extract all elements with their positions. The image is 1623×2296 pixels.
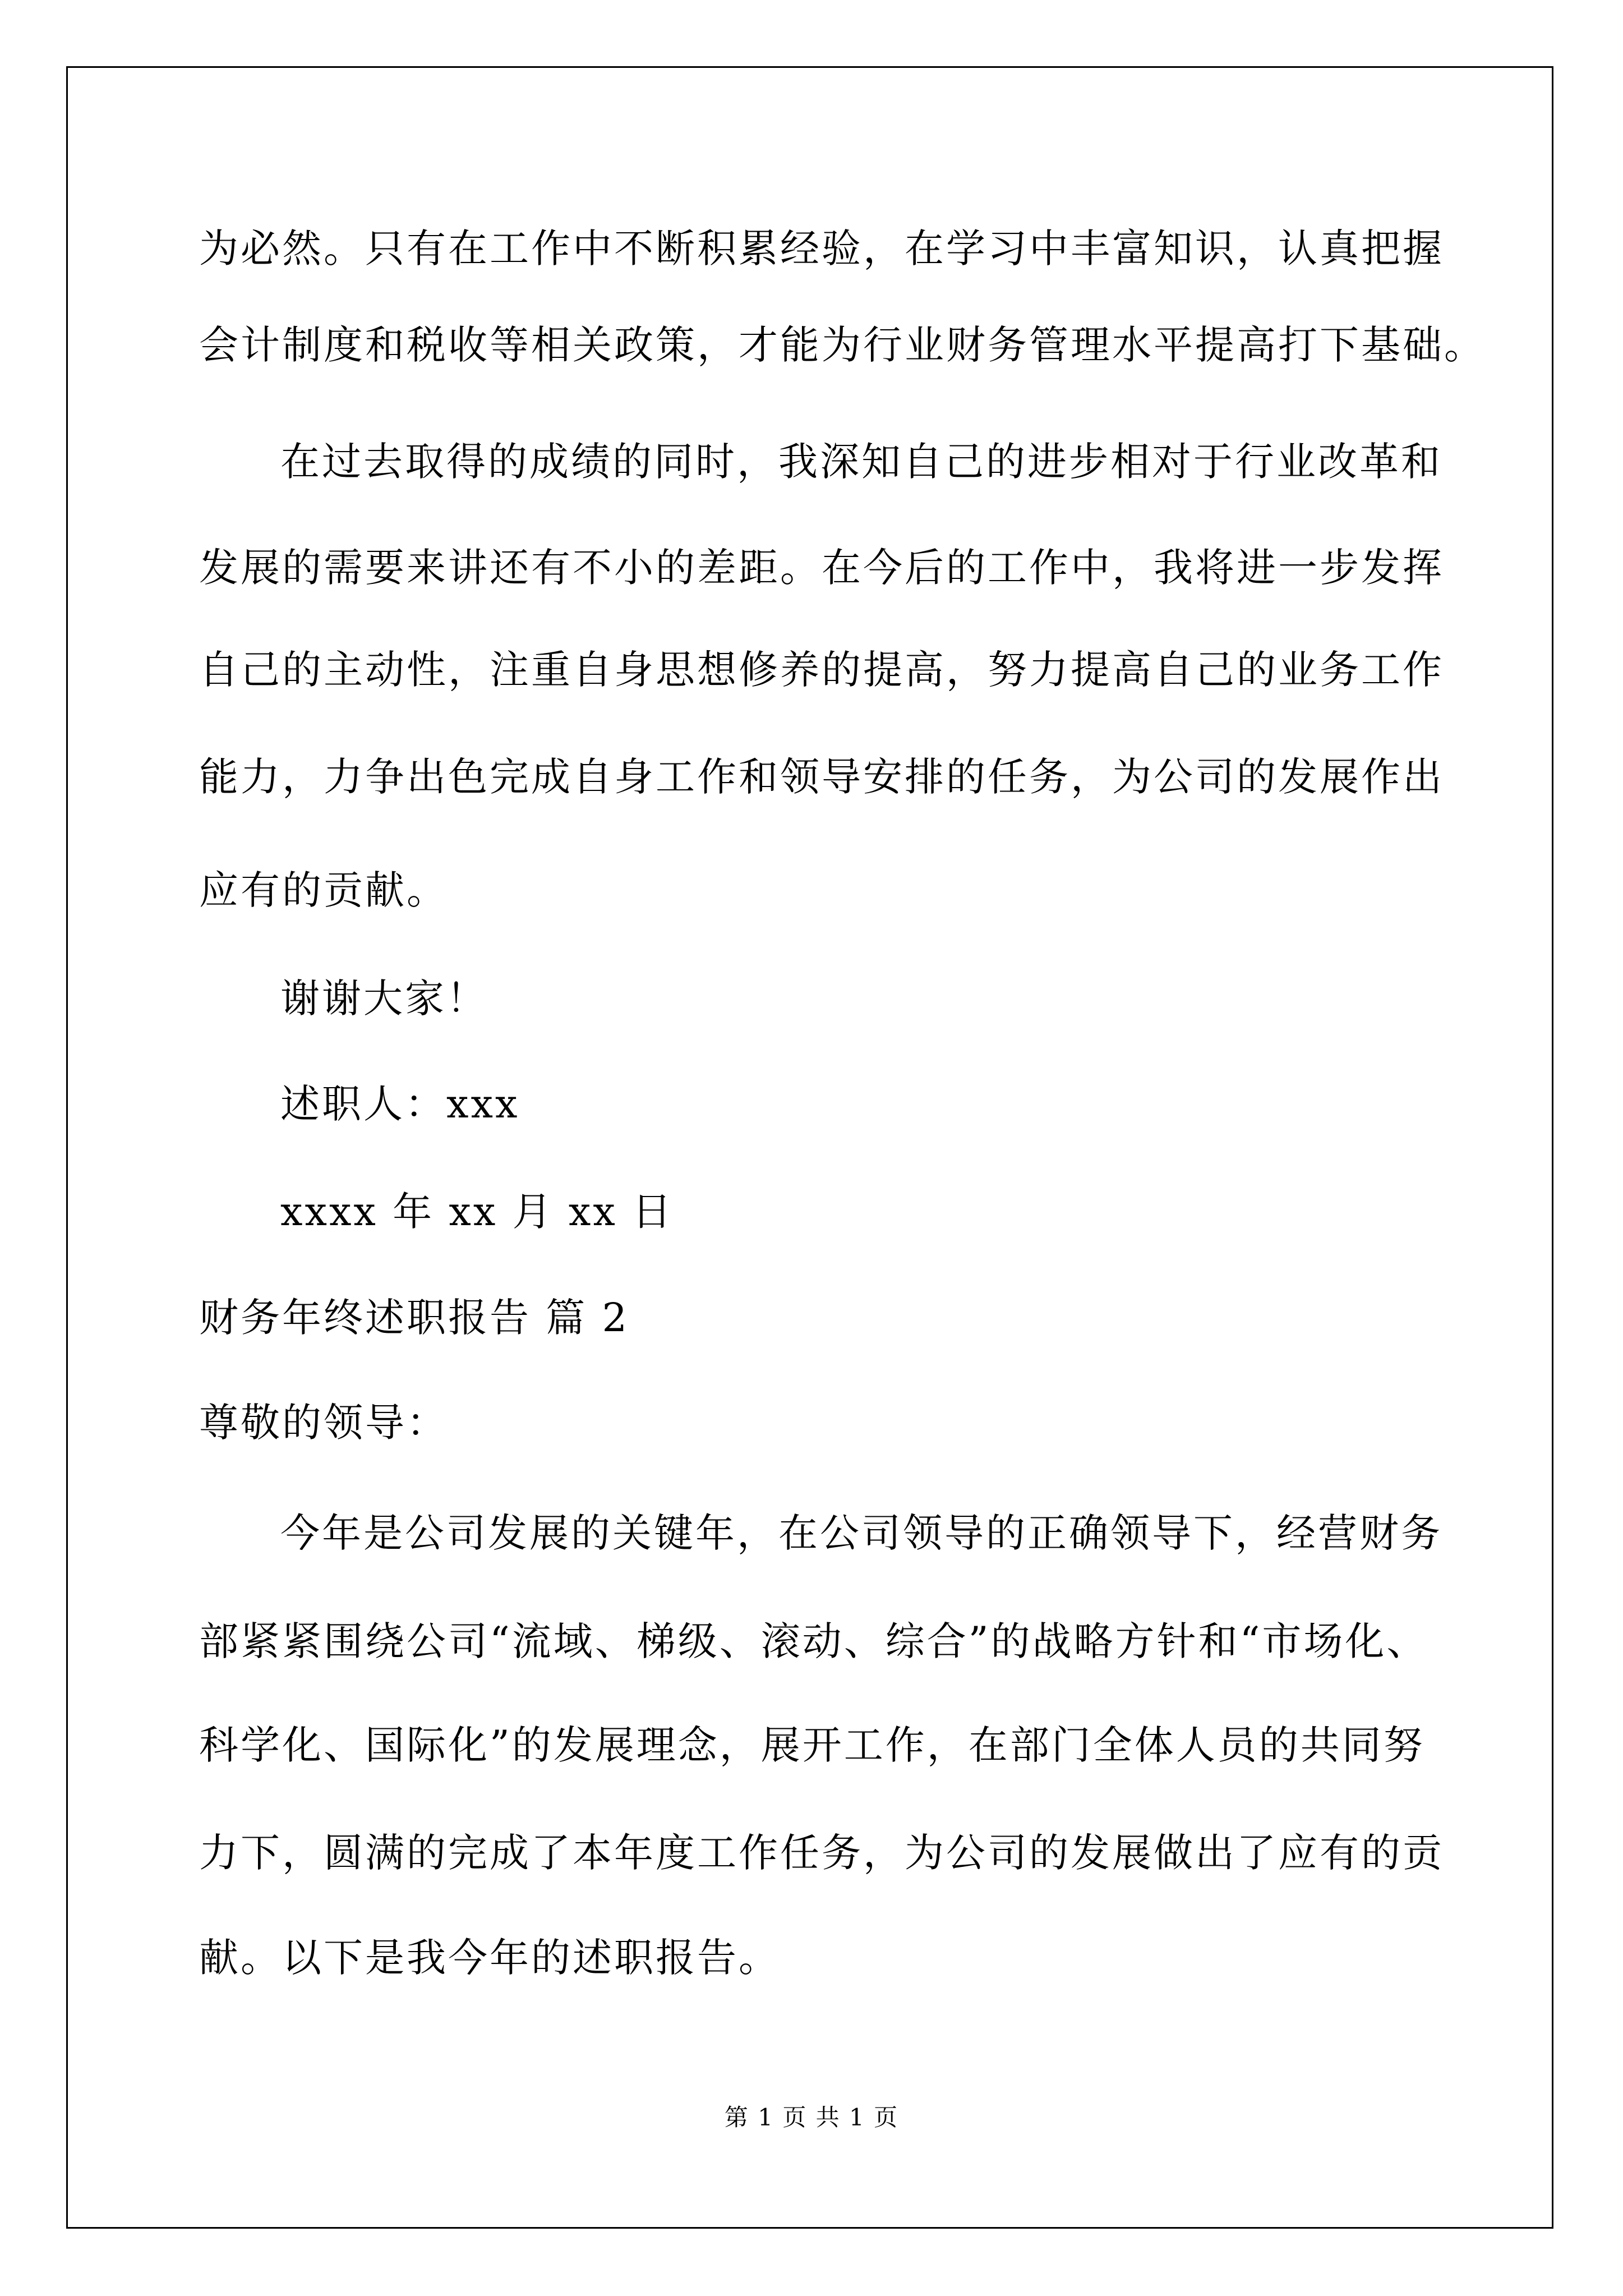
date-line: xxxx 年 xx 月 xx 日 <box>280 1189 674 1235</box>
paragraph-line: 科学化、国际化”的发展理念，展开工作，在部门全体人员的共同努 <box>199 1722 1425 1768</box>
paragraph-line: 为必然。只有在工作中不断积累经验，在学习中丰富知识，认真把握 <box>199 226 1444 272</box>
paragraph-line: 发展的需要来讲还有不小的差距。在今后的工作中，我将进一步发挥 <box>199 545 1444 591</box>
paragraph-line: 力下，圆满的完成了本年度工作任务，为公司的发展做出了应有的贡 <box>199 1830 1444 1876</box>
paragraph-line: 今年是公司发展的关键年，在公司领导的正确领导下，经营财务 <box>280 1510 1442 1556</box>
salutation: 尊敬的领导： <box>199 1400 448 1446</box>
closing-thanks: 谢谢大家！ <box>280 976 488 1022</box>
paragraph-line: 献。以下是我今年的述职报告。 <box>199 1935 780 1981</box>
paragraph-line: 部紧紧围绕公司“流域、梯级、滚动、综合”的战略方针和“市场化、 <box>199 1618 1428 1664</box>
paragraph-line: 能力，力争出色完成自身工作和领导安排的任务，为公司的发展作出 <box>199 754 1444 800</box>
paragraph-line: 在过去取得的成绩的同时，我深知自己的进步相对于行业改革和 <box>280 439 1442 485</box>
paragraph-line: 应有的贡献。 <box>199 867 448 913</box>
page-border <box>66 66 1553 2229</box>
paragraph-line: 会计制度和税收等相关政策，才能为行业财务管理水平提高打下基础。 <box>199 322 1486 368</box>
page-number-footer: 第 1 页 共 1 页 <box>724 2104 899 2131</box>
paragraph-line: 自己的主动性，注重自身思想修养的提高，努力提高自己的业务工作 <box>199 647 1444 693</box>
signature-line: 述职人：xxx <box>280 1081 520 1127</box>
section-heading: 财务年终述职报告 篇 2 <box>199 1295 630 1341</box>
